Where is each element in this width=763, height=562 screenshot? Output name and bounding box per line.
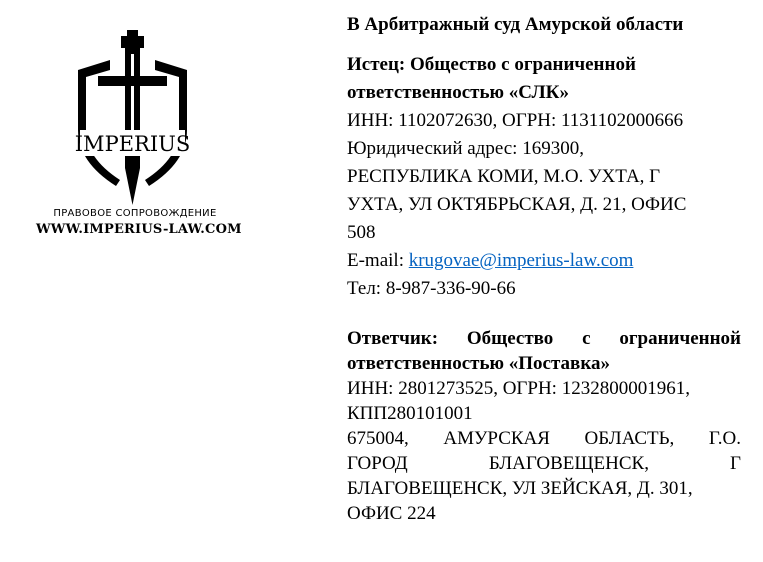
defendant-inn-ogrn: ИНН: 2801273525, ОГРН: 1232800001961, [347,378,690,399]
plaintiff-inn-ogrn: ИНН: 1102072630, ОГРН: 1131102000666 [347,110,684,131]
imperius-logo-mark [70,30,195,208]
defendant-heading-word: ограниченной [619,328,741,349]
plaintiff-address-line-1: РЕСПУБЛИКА КОМИ, М.О. УХТА, Г [347,166,661,187]
address-word: ГОРОД [347,453,408,474]
email-link[interactable]: krugovae@imperius-law.com [408,250,634,271]
plaintiff-heading-line-2: ответственностью «СЛК» [347,82,569,103]
defendant-heading-word: с [582,328,591,349]
email-label: E-mail: [347,250,409,271]
plaintiff-address-line-3: 508 [347,222,376,243]
court-addressee: В Арбитражный суд Амурской области [347,14,684,35]
defendant-kpp: КПП280101001 [347,403,473,424]
defendant-block [347,326,741,526]
address-word: Г.О. [708,428,741,449]
address-word: БЛАГОВЕЩЕНСК, [488,453,649,474]
defendant-heading-word: Ответчик: [347,328,439,349]
document-header [347,11,741,526]
plaintiff-block [347,51,741,303]
defendant-heading-word: Общество [466,328,554,349]
company-logo [30,30,260,245]
plaintiff-phone: Тел: 8-987-336-90-66 [347,278,516,299]
address-word: АМУРСКАЯ [443,428,550,449]
logo-brand-text: IMPERIUS [74,132,191,156]
plaintiff-address-line-2: УХТА, УЛ ОКТЯБРЬСКАЯ, Д. 21, ОФИС [347,194,687,215]
defendant-heading-line-2: ответственностью «Поставка» [347,353,610,374]
defendant-address-line-4: ОФИС 224 [347,503,436,524]
defendant-heading-line-1 [347,326,741,351]
defendant-address-line-1 [347,426,741,451]
plaintiff-address-label: Юридический адрес: 169300, [347,138,584,159]
address-word: 675004, [347,428,409,449]
address-word: Г [730,453,741,474]
defendant-address-line-2 [347,451,741,476]
address-word: ОБЛАСТЬ, [584,428,675,449]
logo-tagline: ПРАВОВОЕ СОПРОВОЖДЕНИЕ [53,208,217,219]
plaintiff-email-row [347,247,741,275]
plaintiff-heading-line-1: Истец: Общество с ограниченной [347,54,636,75]
defendant-address-line-3: БЛАГОВЕЩЕНСК, УЛ ЗЕЙСКАЯ, Д. 301, [347,478,693,499]
logo-url: WWW.IMPERIUS-LAW.COM [36,222,242,237]
